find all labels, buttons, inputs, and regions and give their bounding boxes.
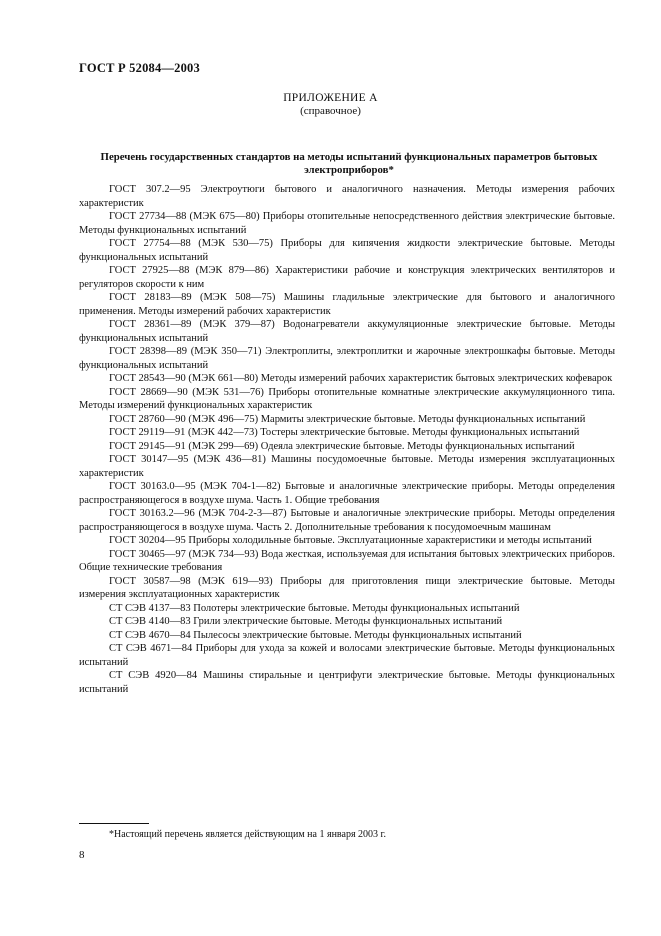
list-item: ГОСТ 27734—88 (МЭК 675—80) Приборы отопительные непосредственного действия электрические бытовые. Методы функциональных испытаний (79, 211, 615, 236)
list-item: ГОСТ 28361—89 (МЭК 379—87) Водонагреватели аккумуляционные электрические бытовые. Методы функциональных испытаний (79, 319, 615, 344)
list-item: ГОСТ 30163.0—95 (МЭК 704-1—82) Бытовые и аналогичные электрические приборы. Методы определения распространяющегося в воздухе шума. Часть 1. Общие требования (79, 481, 615, 506)
list-item: СТ СЭВ 4140—83 Грили электрические бытовые. Методы функциональных испытаний (109, 616, 503, 627)
standards-list (79, 183, 615, 696)
footnote: *Настоящий перечень является действующим на 1 января 2003 г. (109, 829, 387, 840)
list-title: Перечень государственных стандартов на методы испытаний функциональных параметров бытовых электроприборов* (100, 151, 598, 176)
list-item: ГОСТ 28760—90 (МЭК 496—75) Мармиты электрические бытовые. Методы функциональных испытаний (109, 413, 586, 425)
list-item: ГОСТ 29145—91 (МЭК 299—69) Одеяла электрические бытовые. Методы функциональных испытаний (109, 440, 575, 452)
list-item: ГОСТ 27925—88 (МЭК 879—86) Характеристики рабочие и конструкция электрических вентиляторов и регуляторов скорости к ним (79, 265, 615, 290)
list-item: ГОСТ 28183—89 (МЭК 508—75) Машины гладильные электрические для бытового и аналогичного применения. Методы измерений рабочих характеристик (79, 292, 615, 317)
list-item: ГОСТ 29119—91 (МЭК 442—73) Тостеры электрические бытовые. Методы функциональных испытаний (109, 427, 580, 438)
list-item: ГОСТ 28543—90 (МЭК 661—80) Методы измерений рабочих характеристик бытовых электрических кофеварок (109, 373, 613, 384)
document-code: ГОСТ Р 52084—2003 (79, 61, 200, 75)
appendix-subtitle: (справочное) (300, 105, 361, 117)
list-item: ГОСТ 27754—88 (МЭК 530—75) Приборы для кипячения жидкости электрические бытовые. Методы функциональных испытаний (79, 238, 615, 263)
list-item: СТ СЭВ 4137—83 Полотеры электрические бытовые. Методы функциональных испытаний (109, 602, 520, 614)
list-item: ГОСТ 30163.2—96 (МЭК 704-2-3—87) Бытовые и аналогичные электрические приборы. Методы определения распространяющегося в воздухе шума. Часть 2. Дополнительные требования к посудомоечным машинам (79, 508, 615, 533)
footnote-divider (79, 823, 149, 824)
list-item: ГОСТ 28669—90 (МЭК 531—76) Приборы отопительные комнатные электрические аккумуляционного типа. Методы измерений функциональных характеристик (79, 386, 615, 411)
list-item: ГОСТ 30147—95 (МЭК 436—81) Машины посудомоечные бытовые. Методы измерения эксплуатационных характеристик (79, 454, 615, 479)
list-item: ГОСТ 30465—97 (МЭК 734—93) Вода жесткая, используемая для испытания бытовых электрических приборов. Общие технические требования (79, 548, 615, 573)
list-item: ГОСТ 30587—98 (МЭК 619—93) Приборы для приготовления пищи электрические бытовые. Методы измерения эксплуатационных характеристик (79, 575, 615, 600)
list-item: ГОСТ 307.2—95 Электроутюги бытового и аналогичного назначения. Методы измерения рабочих характеристик (79, 184, 615, 209)
list-item: СТ СЭВ 4671—84 Приборы для ухода за кожей и волосами электрические бытовые. Методы функциональных испытаний (79, 643, 615, 668)
list-item: СТ СЭВ 4920—84 Машины стиральные и центрифуги электрические бытовые. Методы функциональных испытаний (79, 670, 615, 695)
list-item: СТ СЭВ 4670—84 Пылесосы электрические бытовые. Методы функциональных испытаний (109, 629, 522, 641)
appendix-title: ПРИЛОЖЕНИЕ А (283, 92, 378, 104)
list-item: ГОСТ 30204—95 Приборы холодильные бытовые. Эксплуатационные характеристики и методы испытаний (109, 535, 592, 546)
list-item: ГОСТ 28398—89 (МЭК 350—71) Электроплиты, электроплитки и жарочные электрошкафы бытовые. Методы функциональных испытаний (79, 346, 615, 371)
page-number: 8 (79, 849, 85, 861)
appendix-heading (0, 92, 661, 118)
